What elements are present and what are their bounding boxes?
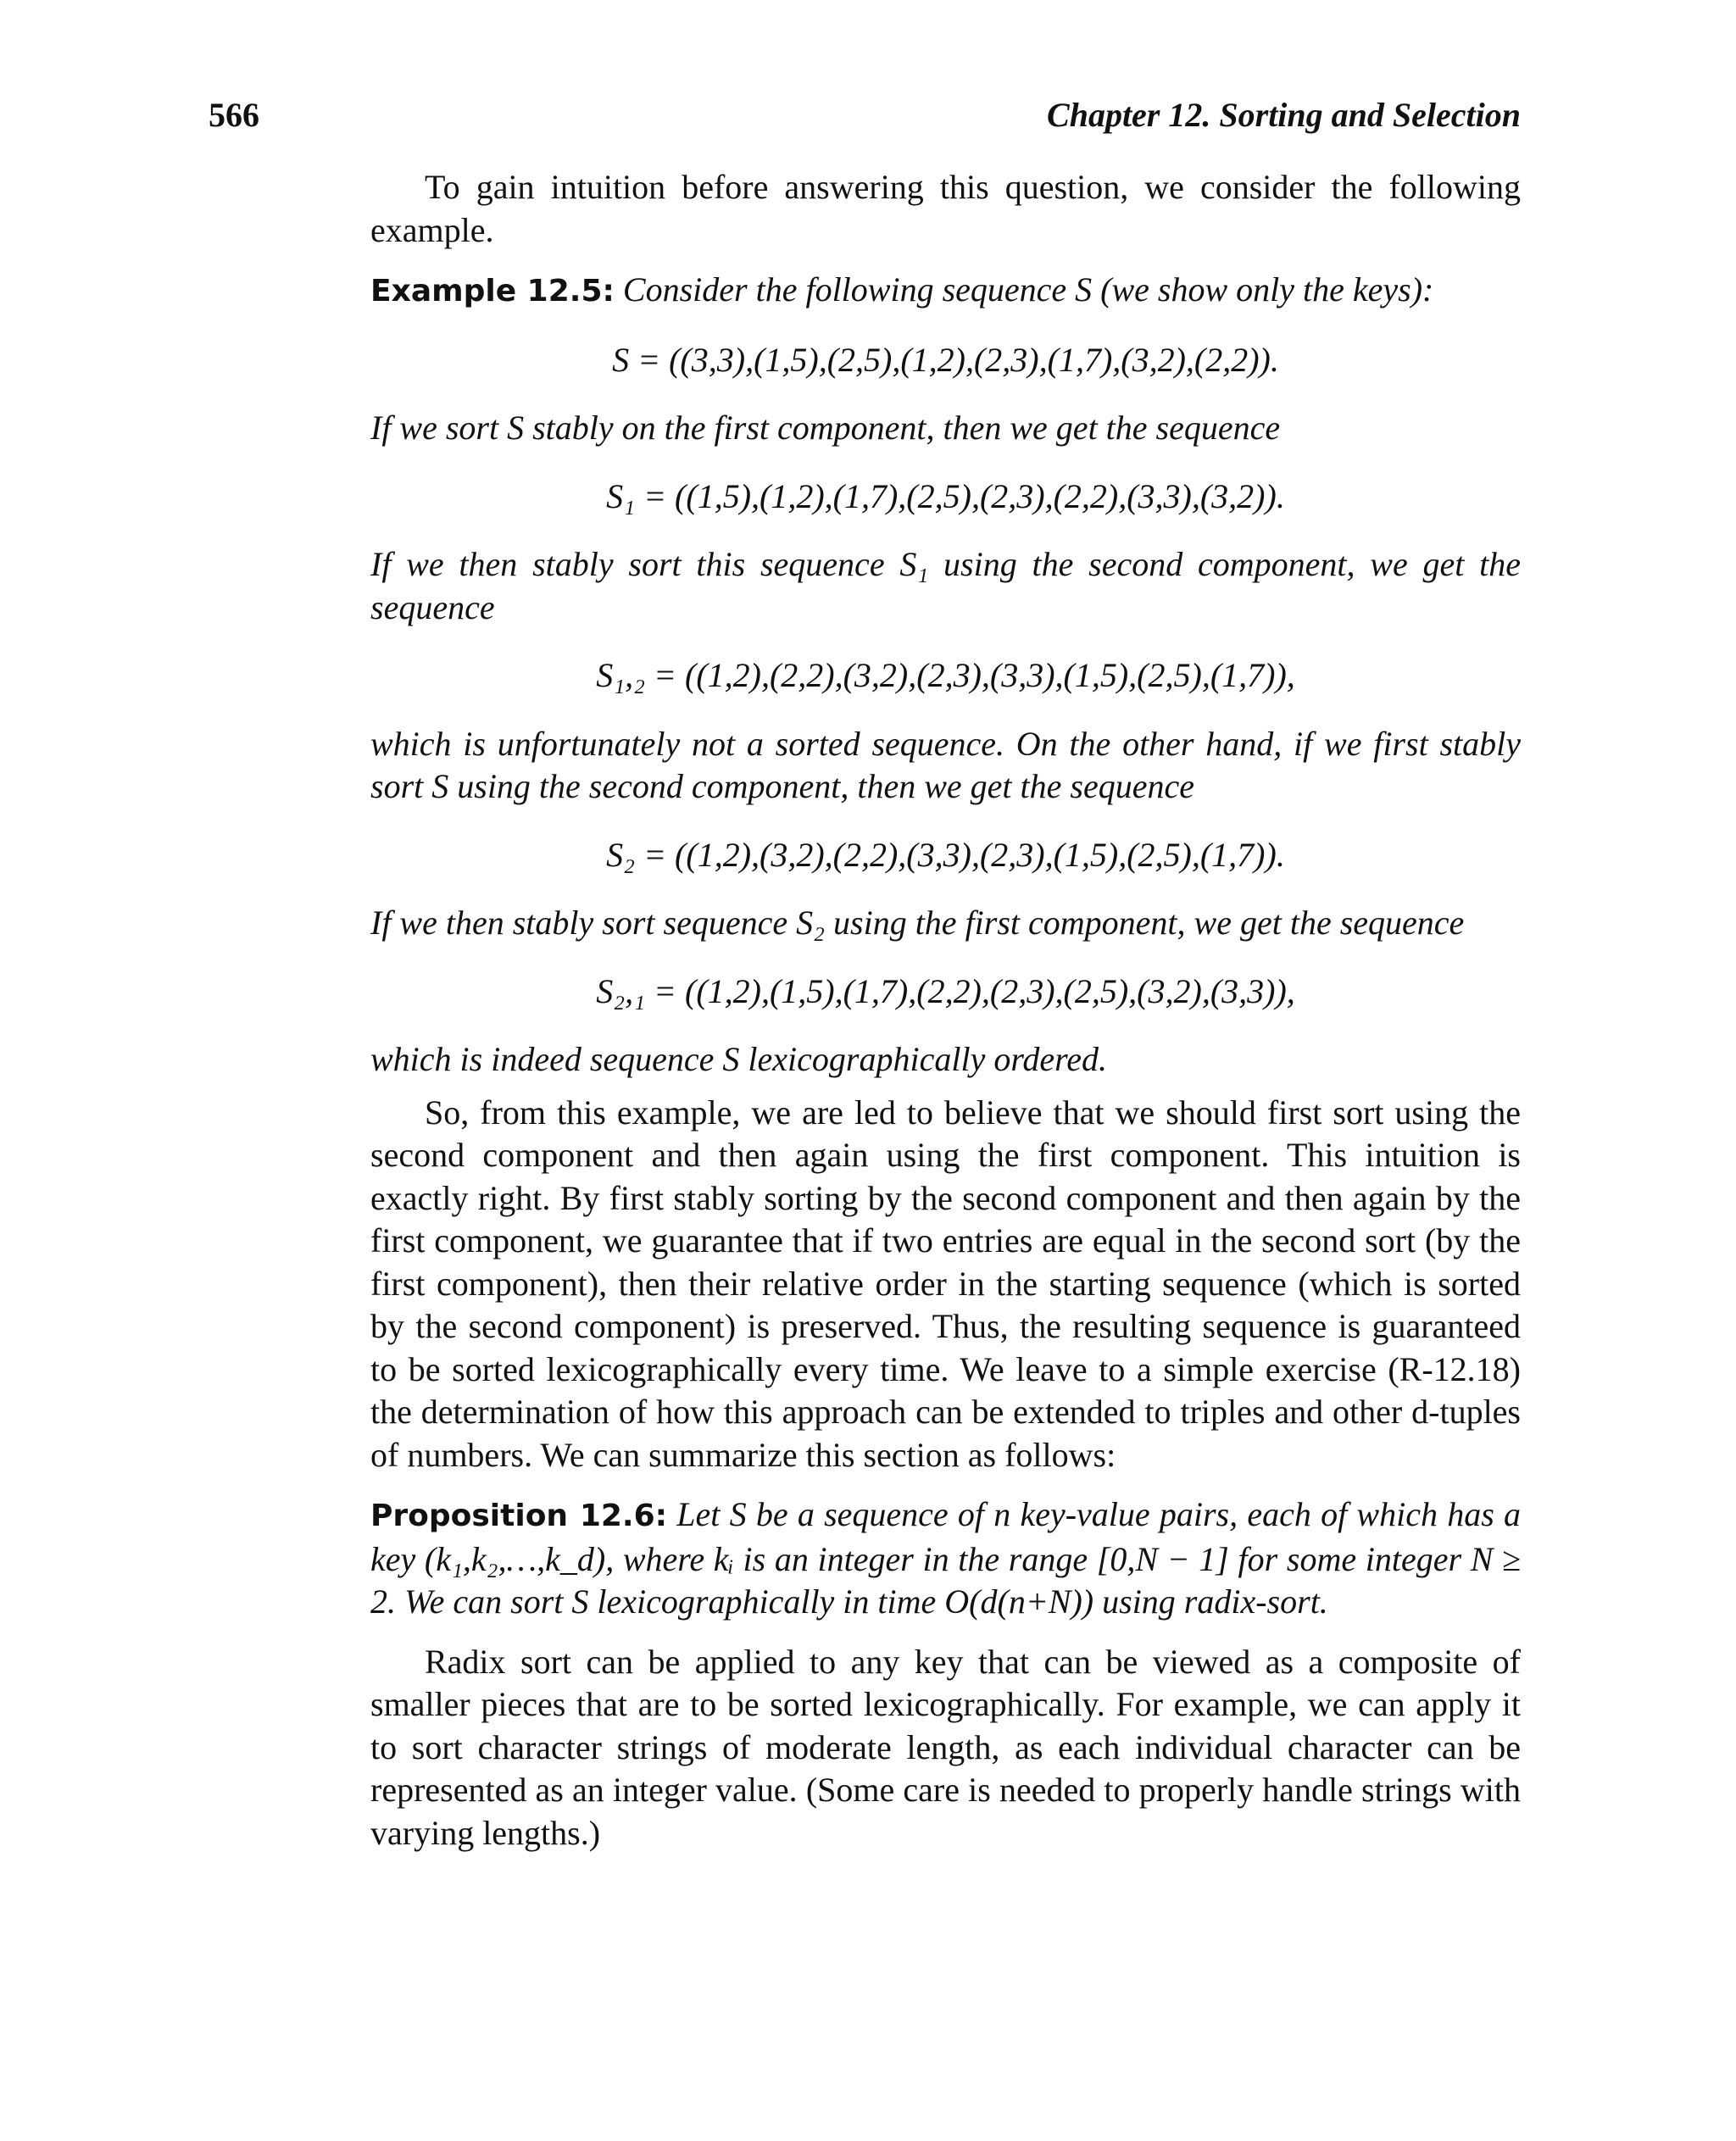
example-text-6: which is indeed sequence S lexicographically ordered. bbox=[370, 1040, 1108, 1078]
page-header bbox=[209, 95, 1521, 146]
equation-s: S = ((3,3),(1,5),(2,5),(1,2),(2,3),(1,7),(3,2),(2,2)). bbox=[612, 340, 1279, 379]
example-label: Example 12.5: bbox=[370, 274, 615, 309]
intuition-paragraph: So, from this example, we are led to believe that we should first sort using the second component and then again using the first component. This intuition is exactly right. By first stably sorting by the second component and then again by the first component, we guarantee that if two entries are equal in the second sort (by the first component), then their relative order in the starting sequence (which is sorted by the second component) is preserved. Thus, the resulting sequence is guaranteed to be sorted lexicographically every time. We leave to a simple exercise (R-12.18) the determination of how this approach can be extended to triples and other d-tuples of numbers. We can summarize this section as follows: bbox=[370, 1093, 1521, 1474]
page-body bbox=[370, 166, 1521, 1855]
equation-s2: S₂ = ((1,2),(3,2),(2,2),(3,3),(2,3),(1,5),(2,5),(1,7)). bbox=[606, 835, 1285, 874]
example-text-3: If we then stably sort this sequence S₁ using the second component, we get the sequence bbox=[370, 545, 1521, 626]
equation-s1: S₁ = ((1,5),(1,2),(1,7),(2,5),(2,3),(2,2),(3,3),(3,2)). bbox=[606, 476, 1285, 515]
proposition-label: Proposition 12.6: bbox=[370, 1499, 668, 1533]
proposition-text: Let S be a sequence of n key-value pairs, each of which has a key (k₁,k₂,…,k_d), where kᵢ is an integer in the range [0,N − 1] for some integer N ≥ 2. We can sort S lexicographically in time O(d(n+N)) using radix-sort. bbox=[370, 1495, 1522, 1621]
page-number: 566 bbox=[209, 96, 259, 134]
equation-s12: S₁,₂ = ((1,2),(2,2),(3,2),(2,3),(3,3),(1,5),(2,5),(1,7)), bbox=[596, 656, 1295, 694]
example-text: Consider the following sequence S (we show only the keys): bbox=[622, 270, 1434, 309]
proposition-statement bbox=[370, 1493, 1521, 1624]
intro-paragraph: To gain intuition before answering this question, we consider the following example. bbox=[370, 168, 1521, 249]
example-text-2: If we sort S stably on the first component, then we get the sequence bbox=[370, 409, 1281, 447]
example-text-5: If we then stably sort sequence S₂ using the first component, we get the sequence bbox=[370, 904, 1465, 942]
equation-s21: S₂,₁ = ((1,2),(1,5),(1,7),(2,2),(2,3),(2,5),(3,2),(3,3)), bbox=[596, 971, 1295, 1010]
chapter-title: Chapter 12. Sorting and Selection bbox=[1047, 96, 1521, 134]
example-statement bbox=[370, 269, 1521, 314]
example-text-4: which is unfortunately not a sorted sequence. On the other hand, if we first stably sort S using the second component, then we get the sequence bbox=[370, 724, 1521, 805]
radix-paragraph: Radix sort can be applied to any key that can be viewed as a composite of smaller pieces that are to be sorted lexicographically. For example, we can apply it to sort character strings of moderate length, as each individual character can be represented as an integer value. (Some care is needed to properly handle strings with varying lengths.) bbox=[370, 1642, 1521, 1852]
